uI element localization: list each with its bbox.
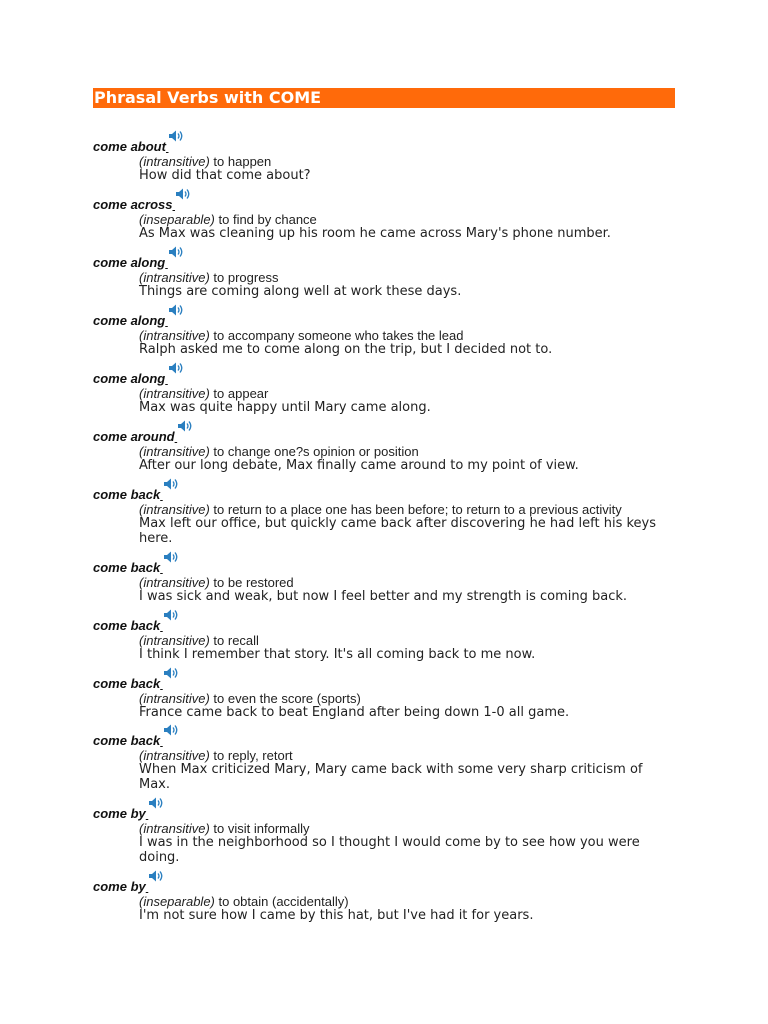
speaker-icon[interactable] — [163, 608, 179, 622]
speaker-icon[interactable] — [148, 869, 164, 883]
grammar-tag: (intransitive) — [139, 444, 210, 459]
grammar-tag: (inseparable) — [139, 894, 215, 909]
link-underline — [165, 375, 168, 385]
grammar-tag: (intransitive) — [139, 691, 210, 706]
example-sentence: Max was quite happy until Mary came along. — [139, 400, 431, 415]
term-text: come across — [93, 197, 173, 212]
grammar-tag: (intransitive) — [139, 748, 210, 763]
definition-text: to find by chance — [218, 212, 317, 227]
grammar-tag: (intransitive) — [139, 575, 210, 590]
speaker-icon[interactable] — [175, 187, 191, 201]
speaker-icon[interactable] — [163, 550, 179, 564]
grammar-tag: (intransitive) — [139, 154, 210, 169]
example-sentence: I was sick and weak, but now I feel better and my strength is coming back. — [139, 589, 628, 604]
speaker-icon[interactable] — [168, 245, 184, 259]
example-sentence: I'm not sure how I came by this hat, but I've had it for years. — [139, 908, 534, 923]
example-sentence: Ralph asked me to come along on the trip, but I decided not to. — [139, 342, 553, 357]
example-sentence: France came back to beat England after being down 1-0 all game. — [139, 705, 570, 720]
definition-text: to accompany someone who takes the lead — [213, 328, 464, 343]
speaker-icon[interactable] — [163, 666, 179, 680]
definition-line — [139, 502, 622, 517]
term-text: come by — [93, 806, 146, 821]
example-sentence: Max left our office, but quickly came back after discovering he had left his keys here. — [139, 516, 656, 546]
grammar-tag: (intransitive) — [139, 328, 210, 343]
speaker-icon[interactable] — [177, 419, 193, 433]
definition-text: to even the score (sports) — [213, 691, 361, 706]
term-text: come along — [93, 313, 166, 328]
link-underline — [146, 810, 149, 820]
term-text: come back — [93, 487, 161, 502]
definition-line — [139, 894, 349, 909]
speaker-icon[interactable] — [163, 723, 179, 737]
link-underline — [175, 433, 178, 443]
speaker-icon[interactable] — [168, 361, 184, 375]
grammar-tag: (intransitive) — [139, 386, 210, 401]
example-sentence: After our long debate, Max finally came around to my point of view. — [139, 458, 579, 473]
example-sentence: I was in the neighborhood so I thought I would come by to see how you were doing. — [139, 835, 640, 865]
definition-text: to happen — [213, 154, 272, 169]
link-underline — [160, 564, 163, 574]
term-text: come about — [93, 139, 166, 154]
speaker-icon[interactable] — [148, 796, 164, 810]
definition-line — [139, 748, 293, 763]
definition-text: to obtain (accidentally) — [218, 894, 349, 909]
example-sentence: When Max criticized Mary, Mary came back with some very sharp criticism of Max. — [139, 762, 643, 792]
grammar-tag: (intransitive) — [139, 633, 210, 648]
definition-line — [139, 212, 317, 227]
definition-line — [139, 575, 294, 590]
speaker-icon[interactable] — [168, 129, 184, 143]
example-sentence: I think I remember that story. It's all coming back to me now. — [139, 647, 536, 662]
definition-text: to return to a place one has been before; to return to a previous activity — [213, 502, 622, 517]
definition-text: to visit informally — [213, 821, 310, 836]
term-text: come back — [93, 676, 161, 691]
speaker-icon[interactable] — [168, 303, 184, 317]
term-text: come back — [93, 733, 161, 748]
term-text: come around — [93, 429, 175, 444]
link-underline — [146, 883, 149, 893]
term-text: come along — [93, 371, 166, 386]
definition-line — [139, 821, 310, 836]
link-underline — [165, 259, 168, 269]
page-title: Phrasal Verbs with COME — [93, 88, 675, 108]
link-underline — [166, 143, 169, 153]
link-underline — [173, 201, 176, 211]
link-underline — [160, 737, 163, 747]
link-underline — [160, 491, 163, 501]
definition-text: to appear — [213, 386, 269, 401]
grammar-tag: (intransitive) — [139, 502, 210, 517]
definition-line — [139, 386, 268, 401]
example-sentence: How did that come about? — [139, 168, 311, 183]
term-text: come along — [93, 255, 166, 270]
term-text: come back — [93, 618, 161, 633]
definition-text: to change one?s opinion or position — [213, 444, 419, 459]
term-text: come back — [93, 560, 161, 575]
definition-text: to be restored — [213, 575, 294, 590]
link-underline — [165, 317, 168, 327]
definition-line — [139, 270, 278, 285]
term-text: come by — [93, 879, 146, 894]
definition-line — [139, 633, 259, 648]
link-underline — [160, 680, 163, 690]
example-sentence: As Max was cleaning up his room he came across Mary's phone number. — [139, 226, 611, 241]
grammar-tag: (inseparable) — [139, 212, 215, 227]
definition-text: to recall — [213, 633, 259, 648]
definition-text: to progress — [213, 270, 279, 285]
definition-text: to reply, retort — [213, 748, 293, 763]
definition-line — [139, 691, 361, 706]
definition-line — [139, 328, 463, 343]
speaker-icon[interactable] — [163, 477, 179, 491]
grammar-tag: (intransitive) — [139, 270, 210, 285]
definition-line — [139, 444, 419, 459]
definition-line — [139, 154, 271, 169]
example-sentence: Things are coming along well at work these days. — [139, 284, 462, 299]
grammar-tag: (intransitive) — [139, 821, 210, 836]
link-underline — [160, 622, 163, 632]
